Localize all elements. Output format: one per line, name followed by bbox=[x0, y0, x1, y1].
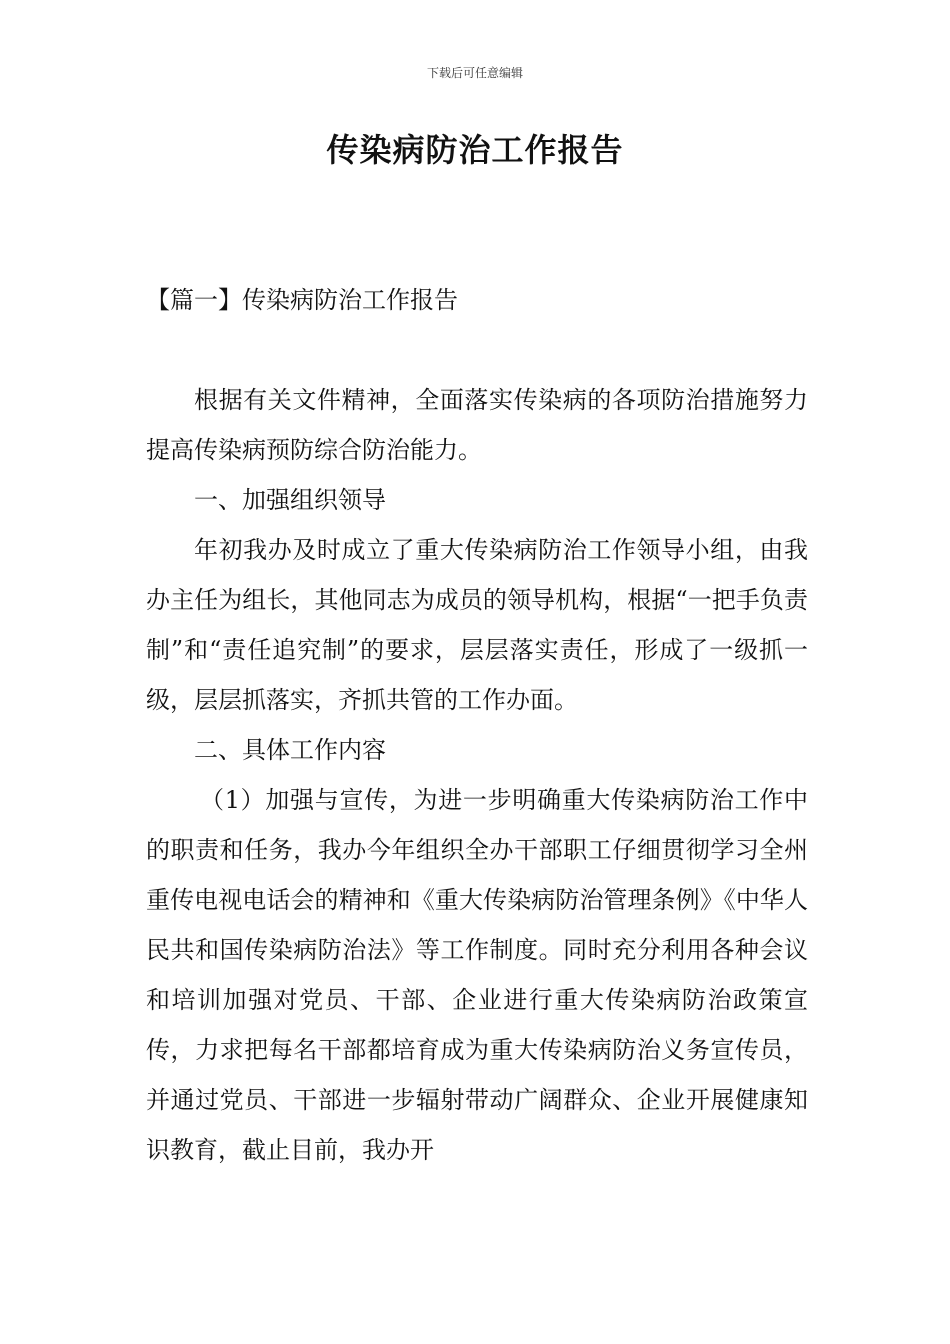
subheading-work-content: 二、具体工作内容 bbox=[194, 736, 386, 764]
subheading-organization: 一、加强组织领导 bbox=[194, 486, 386, 514]
paragraph-organization: 年初我办及时成立了重大传染病防治工作领导小组，由我办主任为组长，其他同志为成员的领导机构，根据“一把手负责制”和“责任追究制”的要求，层层落实责任，形成了一级抓一级，层层抓落实，齐抓共管的工作办面。 bbox=[146, 536, 808, 714]
section-heading: 【篇一】传染病防治工作报告 bbox=[146, 286, 458, 314]
paragraph-publicity: （1）加强与宣传，为进一步明确重大传染病防治工作中的职责和任务，我办今年组织全办干部职工仔细贯彻学习全州重传电视电话会的精神和《重大传染病防治管理条例》《中华人民共和国传染病防治法》等工作制度。同时充分利用各种会议和培训加强对党员、干部、企业进行重大传染病防治政策宣传，力求把每名干部都培育成为重大传染病防治义务宣传员，并通过党员、干部进一步辐射带动广阔群众、企业开展健康知识教育，截止目前，我办开 bbox=[146, 786, 808, 1164]
header-note: 下载后可任意编辑 bbox=[426, 66, 523, 80]
paragraph-intro: 根据有关文件精神，全面落实传染病的各项防治措施努力提高传染病预防综合防治能力。 bbox=[146, 386, 808, 464]
document-title: 传染病防治工作报告 bbox=[326, 131, 624, 169]
document-body bbox=[146, 375, 808, 1175]
